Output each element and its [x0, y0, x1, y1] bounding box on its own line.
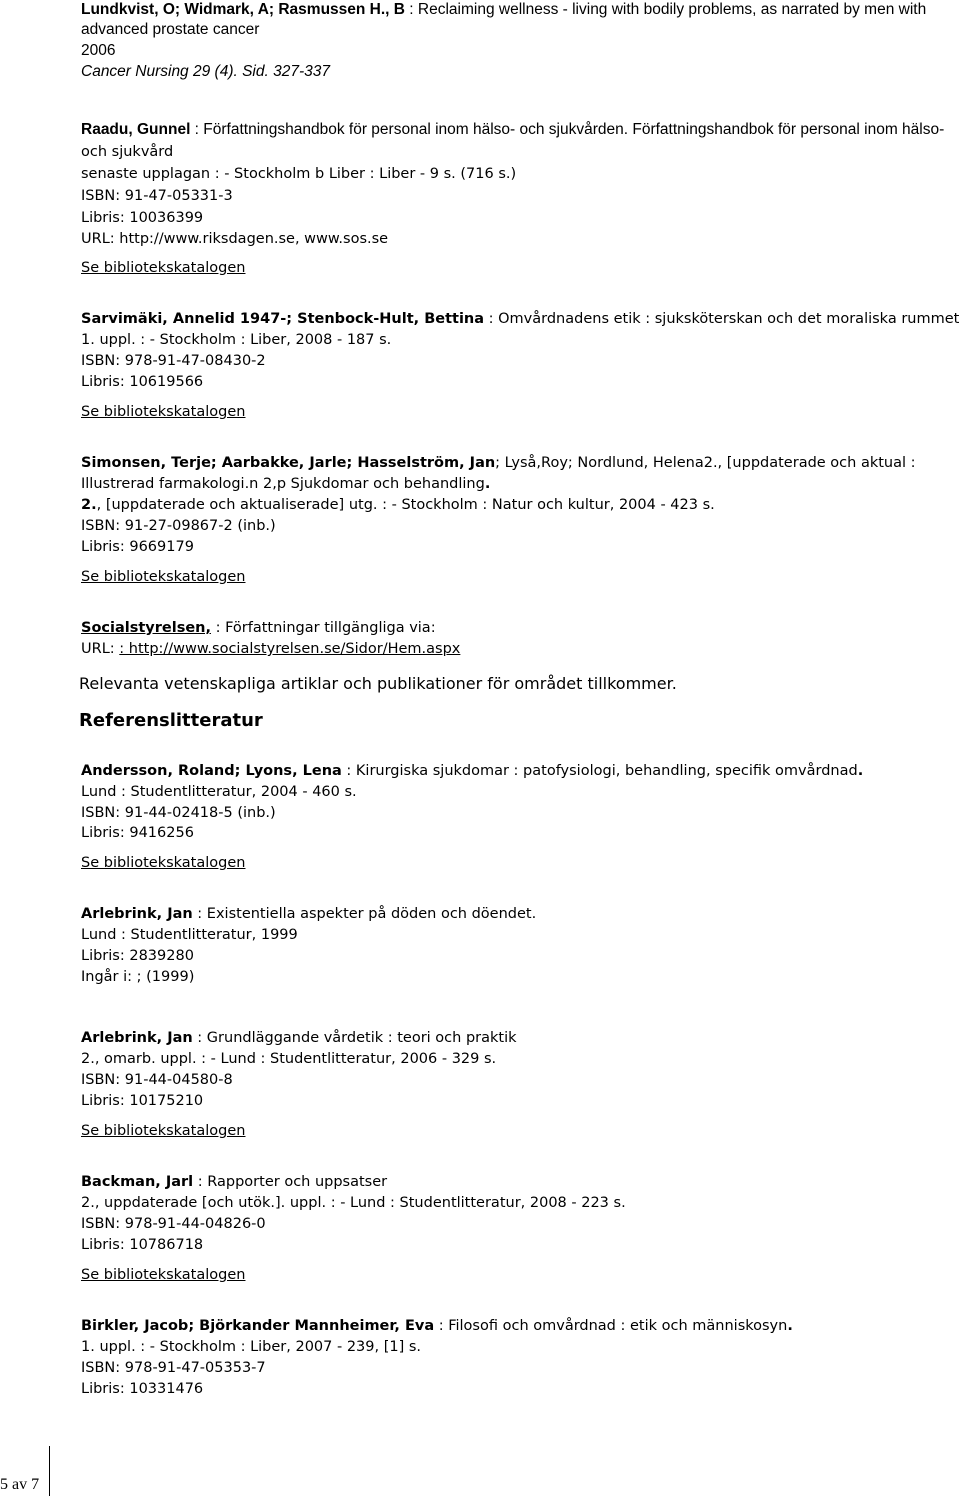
ref-title: : Rapporter och uppsatser — [193, 1174, 388, 1190]
ref-title: : Reclaiming wellness - living with bodily problems, as narrated by men with — [405, 1, 927, 18]
ref-arlebrink2-line1 — [81, 1028, 517, 1048]
ref-socialstyrelsen-line1 — [81, 618, 436, 638]
ref-title: : Existentiella aspekter på döden och döendet. — [192, 906, 537, 922]
ref-ingar: Ingår i: ; (1999) — [81, 969, 195, 985]
ref-title: : Författningshandbok för personal inom hälso- och sjukvården. Författningshandbok för personal inom hälso- — [190, 121, 945, 138]
ref-title: : Grundläggande vårdetik : teori och praktik — [192, 1030, 517, 1046]
ref-isbn: ISBN: 91-27-09867-2 (inb.) — [81, 518, 276, 534]
catalog-link[interactable]: Se bibliotekskatalogen — [81, 1267, 246, 1283]
catalog-link[interactable]: Se bibliotekskatalogen — [81, 1123, 246, 1139]
ref-subtitle-dot: . — [484, 476, 491, 492]
ref-authors: Socialstyrelsen, — [81, 620, 211, 636]
ref-publication — [81, 495, 715, 515]
page-number: 5 av 7 — [0, 1476, 40, 1493]
ref-publication: 1. uppl. : - Stockholm : Liber, 2008 - 187 s. — [81, 332, 392, 348]
ref-title-cont: advanced prostate cancer — [81, 21, 260, 38]
ref-isbn: ISBN: 91-44-04580-8 — [81, 1072, 233, 1088]
ref-subtitle — [81, 474, 490, 494]
ref-isbn: ISBN: 978-91-47-05353-7 — [81, 1360, 266, 1376]
ref-isbn: ISBN: 978-91-44-04826-0 — [81, 1216, 266, 1232]
ref-url — [81, 639, 460, 659]
ref-libris: Libris: 2839280 — [81, 948, 194, 964]
ref-libris: Libris: 10331476 — [81, 1381, 204, 1397]
ref-authors: Lundkvist, O; Widmark, A; Rasmussen H., B — [81, 1, 405, 18]
ref-title: : Omvårdnadens etik : sjuksköterskan och det moraliska rummet — [484, 311, 960, 327]
note-text: Relevanta vetenskapliga artiklar och publikationer för området tillkommer. — [79, 674, 677, 693]
ref-authors: Sarvimäki, Annelid 1947-; Stenbock-Hult, Bettina — [81, 311, 485, 327]
ref-libris: Libris: 10036399 — [81, 210, 204, 226]
ref-andersson-line1 — [81, 761, 863, 781]
ref-publication: 1. uppl. : - Stockholm : Liber, 2007 - 239, [1] s. — [81, 1339, 422, 1355]
socialstyrelsen-url-link[interactable]: : http://www.socialstyrelsen.se/Sidor/Hem.aspx — [119, 641, 461, 657]
ref-libris: Libris: 10619566 — [81, 374, 204, 390]
ref-arlebrink1-line1 — [81, 904, 536, 924]
ref-publication: Lund : Studentlitteratur, 2004 - 460 s. — [81, 784, 357, 800]
ref-journal: Cancer Nursing 29 (4). Sid. 327-337 — [81, 63, 330, 80]
ref-authors: Arlebrink, Jan — [81, 906, 193, 922]
ref-libris: Libris: 9669179 — [81, 539, 194, 555]
ref-authors: Arlebrink, Jan — [81, 1030, 193, 1046]
ref-lundkvist-line1 — [81, 0, 926, 20]
ref-publication-text: , [uppdaterade och aktualiserade] utg. : - Stockholm : Natur och kultur, 2004 - 423 s. — [96, 497, 715, 513]
ref-title-cont: och sjukvård — [81, 144, 174, 160]
ref-title: : Filosofi och omvårdnad : etik och människosyn — [434, 1318, 788, 1334]
ref-authors: Simonsen, Terje; Aarbakke, Jarle; Hasselström, Jan — [81, 455, 496, 471]
ref-title: : Kirurgiska sjukdomar : patofysiologi, behandling, specifik omvårdnad — [341, 763, 858, 779]
ref-sarvimaki-line1 — [81, 309, 959, 329]
catalog-link[interactable]: Se bibliotekskatalogen — [81, 855, 246, 871]
ref-authors: Birkler, Jacob; Björkander Mannheimer, Eva — [81, 1318, 435, 1334]
ref-birkler-line1 — [81, 1316, 793, 1336]
ref-libris: Libris: 9416256 — [81, 825, 194, 841]
ref-libris: Libris: 10786718 — [81, 1237, 204, 1253]
ref-url: URL: http://www.riksdagen.se, www.sos.se — [81, 231, 389, 247]
ref-edition-number: 2. — [81, 497, 97, 513]
ref-raadu-line1 — [81, 120, 944, 140]
ref-authors: Andersson, Roland; Lyons, Lena — [81, 763, 342, 779]
ref-year: 2006 — [81, 42, 116, 59]
ref-publication: 2., omarb. uppl. : - Lund : Studentlitteratur, 2006 - 329 s. — [81, 1051, 497, 1067]
ref-authors: Backman, Jarl — [81, 1174, 194, 1190]
section-heading: Referenslitteratur — [79, 710, 263, 731]
ref-title-dot: . — [857, 763, 864, 779]
ref-isbn: ISBN: 91-44-02418-5 (inb.) — [81, 805, 276, 821]
ref-publication: 2., uppdaterade [och utök.]. uppl. : - Lund : Studentlitteratur, 2008 - 223 s. — [81, 1195, 626, 1211]
catalog-link[interactable]: Se bibliotekskatalogen — [81, 569, 246, 585]
catalog-link[interactable]: Se bibliotekskatalogen — [81, 260, 246, 276]
ref-isbn: ISBN: 978-91-47-08430-2 — [81, 353, 266, 369]
ref-title: : Författningar tillgängliga via: — [211, 620, 436, 636]
ref-publication: Lund : Studentlitteratur, 1999 — [81, 927, 298, 943]
ref-libris: Libris: 10175210 — [81, 1093, 204, 1109]
ref-title-dot: . — [787, 1318, 793, 1334]
ref-isbn: ISBN: 91-47-05331-3 — [81, 188, 233, 204]
page-divider — [49, 1446, 50, 1496]
url-label: URL: — [81, 641, 120, 657]
ref-simonsen-line1 — [81, 453, 916, 473]
ref-authors-rest: ; Lyså,Roy; Nordlund, Helena2., [uppdaterade och aktual : — [495, 455, 916, 471]
ref-edition: senaste upplagan : - Stockholm b Liber : Liber - 9 s. (716 s.) — [81, 166, 517, 182]
ref-subtitle-text: Illustrerad farmakologi.n 2,p Sjukdomar och behandling — [81, 476, 485, 492]
ref-backman-line1 — [81, 1172, 387, 1192]
catalog-link[interactable]: Se bibliotekskatalogen — [81, 404, 246, 420]
ref-authors: Raadu, Gunnel — [81, 121, 191, 138]
